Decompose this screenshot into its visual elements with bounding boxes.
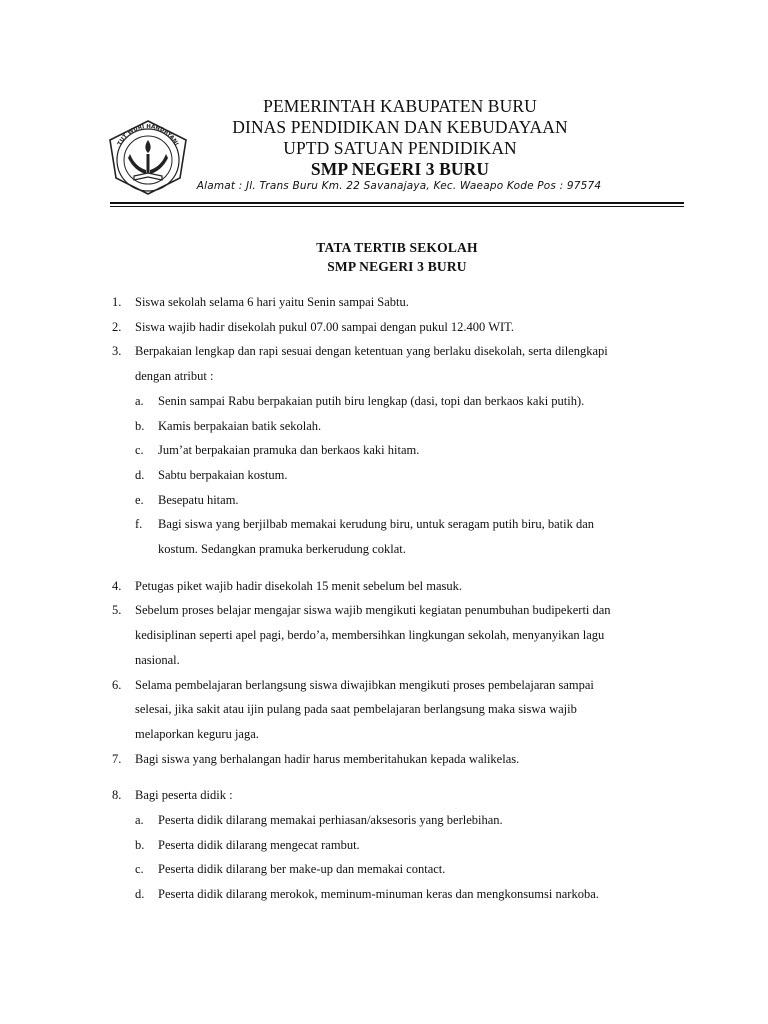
list-item-text: Bagi peserta didik : — [135, 788, 233, 803]
list-item-number: 1. — [112, 295, 122, 309]
sub-list-item-text: Peserta didik dilarang merokok, meminum-minuman keras dan mengkonsumsi narkoba. — [158, 887, 599, 902]
list-item-text: dengan atribut : — [135, 369, 214, 384]
sub-list-item-letter: d. — [135, 887, 145, 902]
letterhead-department: DINAS PENDIDIKAN DAN KEBUDAYAAN — [232, 117, 568, 137]
letterhead-divider-thick — [110, 202, 684, 204]
sub-list-item-letter: c. — [135, 443, 144, 458]
sub-list-item-letter: e. — [135, 492, 144, 507]
sub-list-item-text: Peserta didik dilarang mengecat rambut. — [158, 837, 360, 852]
list-item-number: 5. — [112, 603, 122, 618]
sub-list-item-text: Peserta didik dilarang ber make-up dan memakai contact. — [158, 862, 446, 877]
sub-list-item-letter: b. — [135, 837, 145, 852]
sub-list-item-text: Senin sampai Rabu berpakaian putih biru lengkap (dasi, topi dan berkaos kaki putih). — [158, 393, 585, 408]
sub-list-item-text: Bagi siswa yang berjilbab memakai kerudung biru, untuk seragam putih biru, batik dan — [158, 517, 595, 532]
sub-list-item-letter: a. — [135, 393, 144, 408]
list-item-number: 8. — [112, 788, 122, 803]
sub-list-item-letter: a. — [135, 813, 144, 827]
sub-list-item-letter: b. — [135, 418, 145, 433]
title-line-1: TATA TERTIB SEKOLAH — [316, 240, 478, 255]
list-item-number: 2. — [112, 319, 122, 334]
list-item-number: 3. — [112, 344, 122, 359]
sub-list-item-text: Jum’at berpakaian pramuka dan berkaos kaki hitam. — [158, 443, 420, 458]
list-item-text: Petugas piket wajib hadir disekolah 15 menit sebelum bel masuk. — [135, 578, 463, 593]
letterhead-government: PEMERINTAH KABUPATEN BURU — [263, 96, 537, 116]
letterhead-divider-thin — [110, 206, 684, 207]
letterhead-school: SMP NEGERI 3 BURU — [310, 159, 490, 179]
sub-list-item-letter: d. — [135, 467, 145, 482]
logo-text: TUT WURI HANDAYANI — [117, 123, 179, 147]
tut-wuri-handayani-logo — [104, 118, 192, 196]
list-item-text: selesai, jika sakit atau ijin pulang pada saat pembelajaran berlangsung maka siswa wajib — [135, 702, 577, 717]
list-item-text: Sebelum proses belajar mengajar siswa wajib mengikuti kegiatan penumbuhan budipekerti dan — [135, 603, 611, 618]
letterhead-address: Alamat : Jl. Trans Buru Km. 22 Savanajaya, Kec. Waeapo Kode Pos : 97574 — [196, 180, 602, 192]
document-title — [110, 238, 684, 276]
sub-list-item-text: Kamis berpakaian batik sekolah. — [158, 418, 322, 433]
list-item-number: 4. — [112, 578, 122, 593]
sub-list-item-text: Peserta didik dilarang memakai perhiasan/aksesoris yang berlebihan. — [158, 813, 503, 827]
list-item-text: kedisiplinan seperti apel pagi, berdo’a, membersihkan lingkungan sekolah, menyanyikan lagu — [135, 628, 605, 643]
sub-list-item-letter: f. — [135, 517, 143, 532]
sub-list-item-text: Besepatu hitam. — [158, 492, 239, 507]
letterhead-unit: UPTD SATUAN PENDIDIKAN — [283, 138, 517, 158]
list-item-text: Siswa sekolah selama 6 hari yaitu Senin sampai Sabtu. — [135, 295, 409, 309]
list-item-text: nasional. — [135, 652, 180, 667]
list-item-text: Berpakaian lengkap dan rapi sesuai dengan ketentuan yang berlaku disekolah, serta dilengkapi — [135, 344, 608, 359]
list-item-text: Siswa wajib hadir disekolah pukul 07.00 sampai dengan pukul 12.400 WIT. — [135, 319, 514, 334]
sub-list-item-letter: c. — [135, 862, 144, 877]
list-item-text: Bagi siswa yang berhalangan hadir harus memberitahukan kepada walikelas. — [135, 751, 520, 766]
list-item-text: melaporkan keguru jaga. — [135, 726, 259, 741]
list-item-text: Selama pembelajaran berlangsung siswa diwajibkan mengikuti proses pembelajaran sampai — [135, 677, 594, 692]
sub-list-item-text: kostum. Sedangkan pramuka berkerudung coklat. — [158, 542, 406, 556]
title-line-2: SMP NEGERI 3 BURU — [327, 259, 467, 274]
sub-list-item-text: Sabtu berpakaian kostum. — [158, 467, 288, 482]
letterhead — [190, 96, 610, 180]
list-item-number: 7. — [112, 751, 122, 766]
list-item-number: 6. — [112, 677, 122, 692]
